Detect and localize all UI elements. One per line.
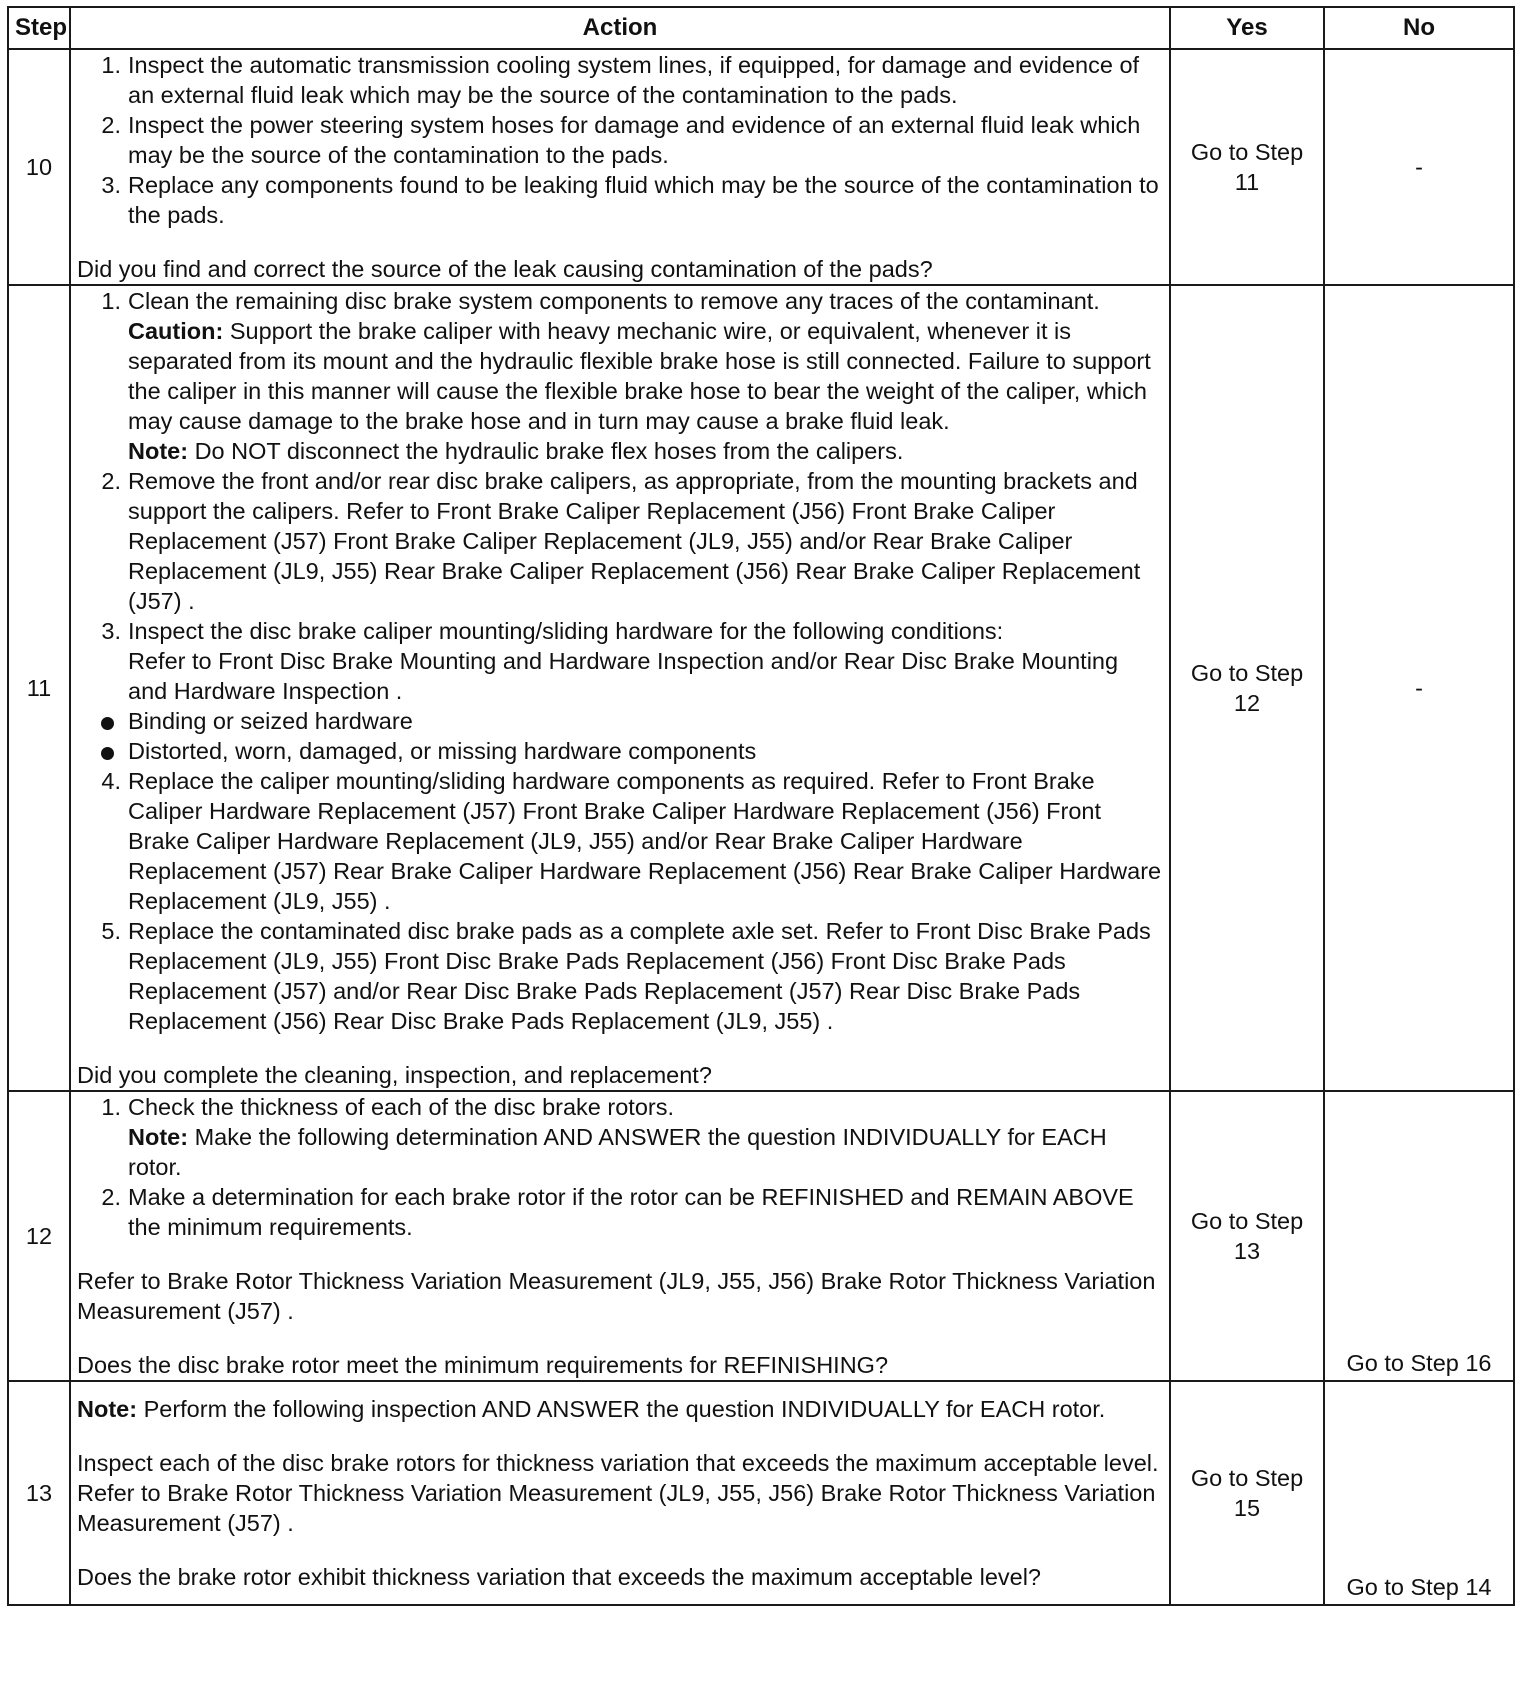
yes-cell: Go to Step 12 xyxy=(1170,285,1324,1091)
header-no: No xyxy=(1324,7,1514,49)
item-number: 4. xyxy=(101,768,121,794)
question-text: Does the disc brake rotor meet the minimum requirements for REFINISHING? xyxy=(77,1352,889,1378)
action-cell xyxy=(70,49,1170,285)
action-list xyxy=(77,286,1163,706)
question-text: Does the brake rotor exhibit thickness variation that exceeds the maximum acceptable level? xyxy=(77,1564,1041,1590)
header-step: Step xyxy=(8,7,70,49)
question-text: Did you complete the cleaning, inspection, and replacement? xyxy=(77,1062,712,1088)
action-item: 3. Replace any components found to be leaking fluid which may be the source of the contamination to the pads. xyxy=(77,170,1163,230)
yes-cell: Go to Step 15 xyxy=(1170,1381,1324,1605)
header-yes: Yes xyxy=(1170,7,1324,49)
no-cell: - xyxy=(1324,49,1514,285)
step-number: 10 xyxy=(8,49,70,285)
step-row-11 xyxy=(8,285,1514,1091)
action-item: 1. Clean the remaining disc brake system components to remove any traces of the contaminant. Caution: Support the brake caliper with heavy mechanic wire, or equivalent, whenever it is separated from its mount and the hydraulic flexible brake hose is still connected. Failure to support the caliper in this manner will cause the flexible brake hose to bear the weight of the caliper, which may cause damage to the brake hose and in turn may cause a brake fluid leak. Note: Do NOT disconnect the hydraulic brake flex hoses from the calipers. xyxy=(77,286,1163,466)
reference-text: Refer to Brake Rotor Thickness Variation Measurement (JL9, J55, J56) Brake Rotor Thickness Variation Measurement (J57) . xyxy=(77,1268,1156,1324)
caution-note: Caution: Support the brake caliper with heavy mechanic wire, or equivalent, whenever it is separated from its mount and the hydraulic flexible brake hose is still connected. Failure to support the caliper in this manner will cause the flexible brake hose to bear the weight of the caliper, which may cause damage to the brake hose and in turn may cause a brake fluid leak. xyxy=(128,318,1151,434)
yes-cell: Go to Step 11 xyxy=(1170,49,1324,285)
diagnostic-table xyxy=(7,6,1515,1606)
action-cell xyxy=(70,1091,1170,1381)
action-item: 4. Replace the caliper mounting/sliding hardware components as required. Refer to Front Brake Caliper Hardware Replacement (J57) Front Brake Caliper Hardware Replacement (J56) Front Brake Caliper Hardware Replacement (JL9, J55) and/or Rear Brake Caliper Hardware Replacement (J57) Rear Brake Caliper Hardware Replacement (J56) Rear Brake Caliper Hardware Replacement (JL9, J55) . xyxy=(77,766,1163,916)
item-number: 3. xyxy=(101,618,121,644)
no-cell: - xyxy=(1324,285,1514,1091)
body-text: Inspect each of the disc brake rotors for thickness variation that exceeds the maximum acceptable level. Refer to Brake Rotor Thickness Variation Measurement (JL9, J55, J56) Brake Rotor Thickness Variation Measurement (J57) . xyxy=(77,1450,1159,1536)
item-number: 1. xyxy=(101,52,121,78)
bullet-item: Distorted, worn, damaged, or missing hardware components xyxy=(77,736,1163,766)
action-list xyxy=(77,766,1163,1036)
action-item: 2. Inspect the power steering system hoses for damage and evidence of an external fluid leak which may be the source of the contamination to the pads. xyxy=(77,110,1163,170)
item-number: 2. xyxy=(101,1184,121,1210)
note: Note: Do NOT disconnect the hydraulic brake flex hoses from the calipers. xyxy=(128,438,904,464)
step-number: 12 xyxy=(8,1091,70,1381)
no-cell: Go to Step 14 xyxy=(1324,1381,1514,1605)
action-cell xyxy=(70,285,1170,1091)
yes-cell: Go to Step 13 xyxy=(1170,1091,1324,1381)
question-text: Did you find and correct the source of the leak causing contamination of the pads? xyxy=(77,256,933,282)
item-number: 1. xyxy=(101,1094,121,1120)
action-item: 1. Inspect the automatic transmission cooling system lines, if equipped, for damage and evidence of an external fluid leak which may be the source of the contamination to the pads. xyxy=(77,50,1163,110)
item-number: 5. xyxy=(101,918,121,944)
item-number: 3. xyxy=(101,172,121,198)
header-row xyxy=(8,7,1514,49)
bullet-item: Binding or seized hardware xyxy=(77,706,1163,736)
header-action: Action xyxy=(70,7,1170,49)
step-number: 13 xyxy=(8,1381,70,1605)
action-list xyxy=(77,50,1163,230)
step-row-12 xyxy=(8,1091,1514,1381)
action-item: 2. Make a determination for each brake rotor if the rotor can be REFINISHED and REMAIN ABOVE the minimum requirements. xyxy=(77,1182,1163,1242)
step-row-10 xyxy=(8,49,1514,285)
step-row-13 xyxy=(8,1381,1514,1605)
item-number: 2. xyxy=(101,468,121,494)
item-number: 2. xyxy=(101,112,121,138)
step-number: 11 xyxy=(8,285,70,1091)
note: Note: Make the following determination AND ANSWER the question INDIVIDUALLY for EACH rotor. xyxy=(128,1124,1107,1180)
action-item: 1. Check the thickness of each of the disc brake rotors. Note: Make the following determination AND ANSWER the question INDIVIDUALLY for EACH rotor. xyxy=(77,1092,1163,1182)
condition-list xyxy=(77,706,1163,766)
action-item: 2. Remove the front and/or rear disc brake calipers, as appropriate, from the mounting brackets and support the calipers. Refer to Front Brake Caliper Replacement (J56) Front Brake Caliper Replacement (J57) Front Brake Caliper Replacement (JL9, J55) and/or Rear Brake Caliper Replacement (JL9, J55) Rear Brake Caliper Replacement (J56) Rear Brake Caliper Replacement (J57) . xyxy=(77,466,1163,616)
no-cell: Go to Step 16 xyxy=(1324,1091,1514,1381)
item-number: 1. xyxy=(101,288,121,314)
action-cell xyxy=(70,1381,1170,1605)
action-item: 3. Inspect the disc brake caliper mounting/sliding hardware for the following conditions: Refer to Front Disc Brake Mounting and Hardware Inspection and/or Rear Disc Brake Mounting and Hardware Inspection . xyxy=(77,616,1163,706)
action-item: 5. Replace the contaminated disc brake pads as a complete axle set. Refer to Front Disc Brake Pads Replacement (JL9, J55) Front Disc Brake Pads Replacement (J56) Front Disc Brake Pads Replacement (J57) and/or Rear Disc Brake Pads Replacement (J57) Rear Disc Brake Pads Replacement (J56) Rear Disc Brake Pads Replacement (JL9, J55) . xyxy=(77,916,1163,1036)
action-list xyxy=(77,1092,1163,1242)
note: Note: Perform the following inspection AND ANSWER the question INDIVIDUALLY for EACH rotor. xyxy=(77,1396,1106,1422)
